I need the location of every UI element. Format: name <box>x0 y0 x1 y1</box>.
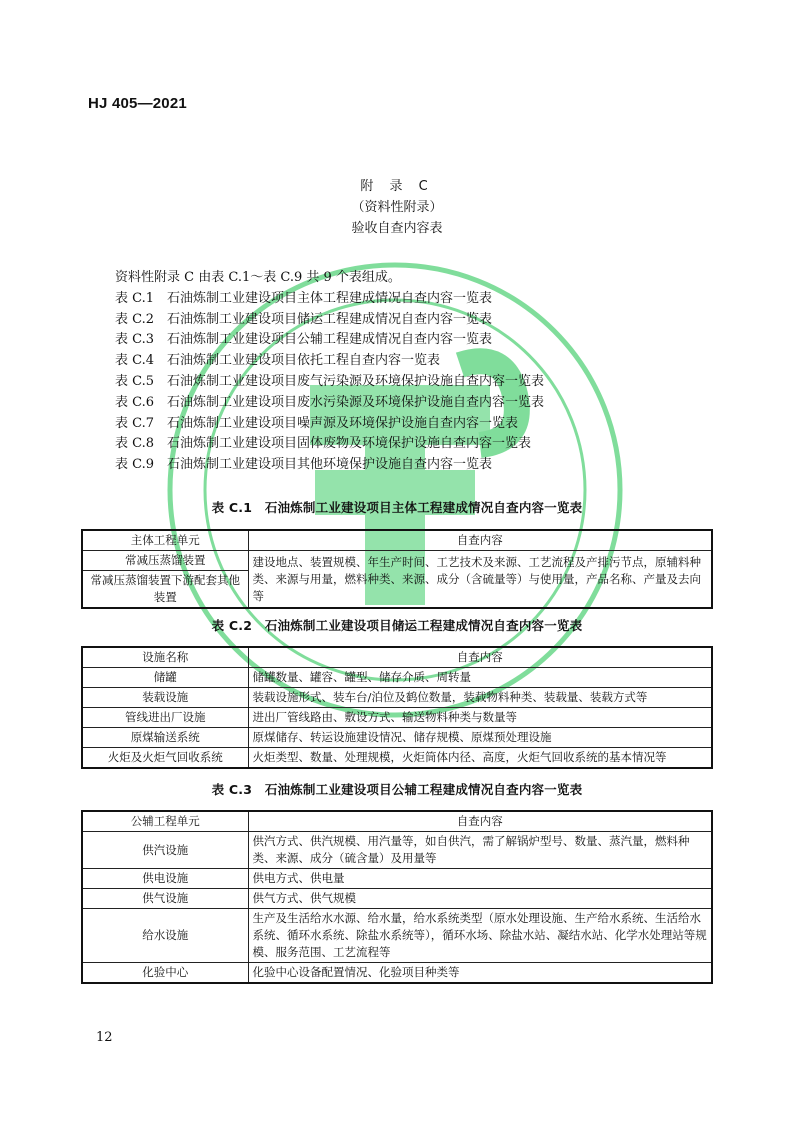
table-header-row <box>82 530 712 551</box>
unit-cell: 常减压蒸馏装置下游配套其他装置 <box>82 571 248 609</box>
intro-item: 表 C.5 石油炼制工业建设项目废气污染源及环境保护设施自查内容一览表 <box>115 373 545 389</box>
unit-cell: 化验中心 <box>82 963 248 984</box>
appendix-intro <box>115 268 715 476</box>
table-header-row <box>82 647 712 668</box>
intro-item: 表 C.9 石油炼制工业建设项目其他环境保护设施自查内容一览表 <box>115 457 493 473</box>
content-cell: 供汽方式、供汽规模、用汽量等，如自供汽，需了解锅炉型号、数量、蒸汽量，燃料种类、来源、成分（硫含量）及用量等 <box>248 832 712 869</box>
unit-cell: 装载设施 <box>82 688 248 708</box>
appendix-name: 验收自查内容表 <box>351 221 443 236</box>
intro-item: 表 C.4 石油炼制工业建设项目依托工程自查内容一览表 <box>115 353 441 369</box>
unit-cell: 供气设施 <box>82 889 248 909</box>
table-row <box>82 869 712 889</box>
content-cell: 火炬类型、数量、处理规模，火炬筒体内径、高度，火炬气回收系统的基本情况等 <box>248 748 712 769</box>
table-row <box>82 748 712 769</box>
table-row <box>82 708 712 728</box>
content-cell: 化验中心设备配置情况、化验项目种类等 <box>248 963 712 984</box>
content-cell: 建设地点、装置规模、年生产时间、工艺技术及来源、工艺流程及产排污节点，原辅料种类、来源与用量，燃料种类、来源、成分（含硫量等）与使用量，产品名称、产量及去向等 <box>248 551 712 609</box>
table-header-cell: 自查内容 <box>248 530 712 551</box>
content-cell: 装载设施形式、装车台/泊位及鹤位数量，装载物料种类、装载量、装载方式等 <box>248 688 712 708</box>
content-cell: 供电方式、供电量 <box>248 869 712 889</box>
table-c1-caption: 表 C.1 石油炼制工业建设项目主体工程建成情况自查内容一览表 <box>211 500 583 515</box>
intro-item: 表 C.3 石油炼制工业建设项目公辅工程建成情况自查内容一览表 <box>115 332 493 348</box>
table-header-cell: 主体工程单元 <box>82 530 248 551</box>
appendix-subtitle: （资料性附录） <box>351 200 443 215</box>
table-row <box>82 909 712 963</box>
appendix-title: 附 录 C <box>360 179 434 194</box>
table-header-cell: 公辅工程单元 <box>82 811 248 832</box>
unit-cell: 原煤输送系统 <box>82 728 248 748</box>
table-row <box>82 551 712 571</box>
unit-cell: 管线进出厂设施 <box>82 708 248 728</box>
unit-cell: 供汽设施 <box>82 832 248 869</box>
table-row <box>82 688 712 708</box>
unit-cell: 储罐 <box>82 668 248 688</box>
unit-cell: 给水设施 <box>82 909 248 963</box>
intro-item: 表 C.2 石油炼制工业建设项目储运工程建成情况自查内容一览表 <box>115 311 493 327</box>
standard-code: HJ 405—2021 <box>88 95 187 112</box>
unit-cell: 火炬及火炬气回收系统 <box>82 748 248 769</box>
table-c3-caption: 表 C.3 石油炼制工业建设项目公辅工程建成情况自查内容一览表 <box>211 782 583 797</box>
intro-item: 表 C.6 石油炼制工业建设项目废水污染源及环境保护设施自查内容一览表 <box>115 394 545 410</box>
content-cell: 生产及生活给水水源、给水量，给水系统类型（原水处理设施、生产给水系统、生活给水系统、循环水系统、除盐水系统等），循环水场、除盐水站、凝结水站、化学水处理站等规模、服务范围、工艺流程等 <box>248 909 712 963</box>
table-c3 <box>81 810 713 984</box>
table-c1 <box>81 529 713 609</box>
unit-cell: 常减压蒸馏装置 <box>82 551 248 571</box>
table-c2-caption: 表 C.2 石油炼制工业建设项目储运工程建成情况自查内容一览表 <box>211 618 583 633</box>
unit-cell: 供电设施 <box>82 869 248 889</box>
table-row <box>82 728 712 748</box>
intro-item: 表 C.8 石油炼制工业建设项目固体废物及环境保护设施自查内容一览表 <box>115 436 532 452</box>
appendix-heading <box>0 176 794 239</box>
table-c2 <box>81 646 713 769</box>
table-row <box>82 889 712 909</box>
intro-lead: 资料性附录 C 由表 C.1～表 C.9 共 9 个表组成。 <box>115 270 401 285</box>
page-number: 12 <box>96 1030 113 1045</box>
table-row <box>82 963 712 984</box>
table-header-row <box>82 811 712 832</box>
content-cell: 进出厂管线路由、敷设方式、输送物料种类与数量等 <box>248 708 712 728</box>
table-header-cell: 自查内容 <box>248 647 712 668</box>
table-header-cell: 设施名称 <box>82 647 248 668</box>
table-row <box>82 668 712 688</box>
intro-item: 表 C.1 石油炼制工业建设项目主体工程建成情况自查内容一览表 <box>115 290 493 306</box>
content-cell: 供气方式、供气规模 <box>248 889 712 909</box>
content-cell: 原煤储存、转运设施建设情况、储存规模、原煤预处理设施 <box>248 728 712 748</box>
intro-item: 表 C.7 石油炼制工业建设项目噪声源及环境保护设施自查内容一览表 <box>115 415 519 431</box>
table-header-cell: 自查内容 <box>248 811 712 832</box>
table-row <box>82 832 712 869</box>
content-cell: 储罐数量、罐容、罐型、储存介质、周转量 <box>248 668 712 688</box>
